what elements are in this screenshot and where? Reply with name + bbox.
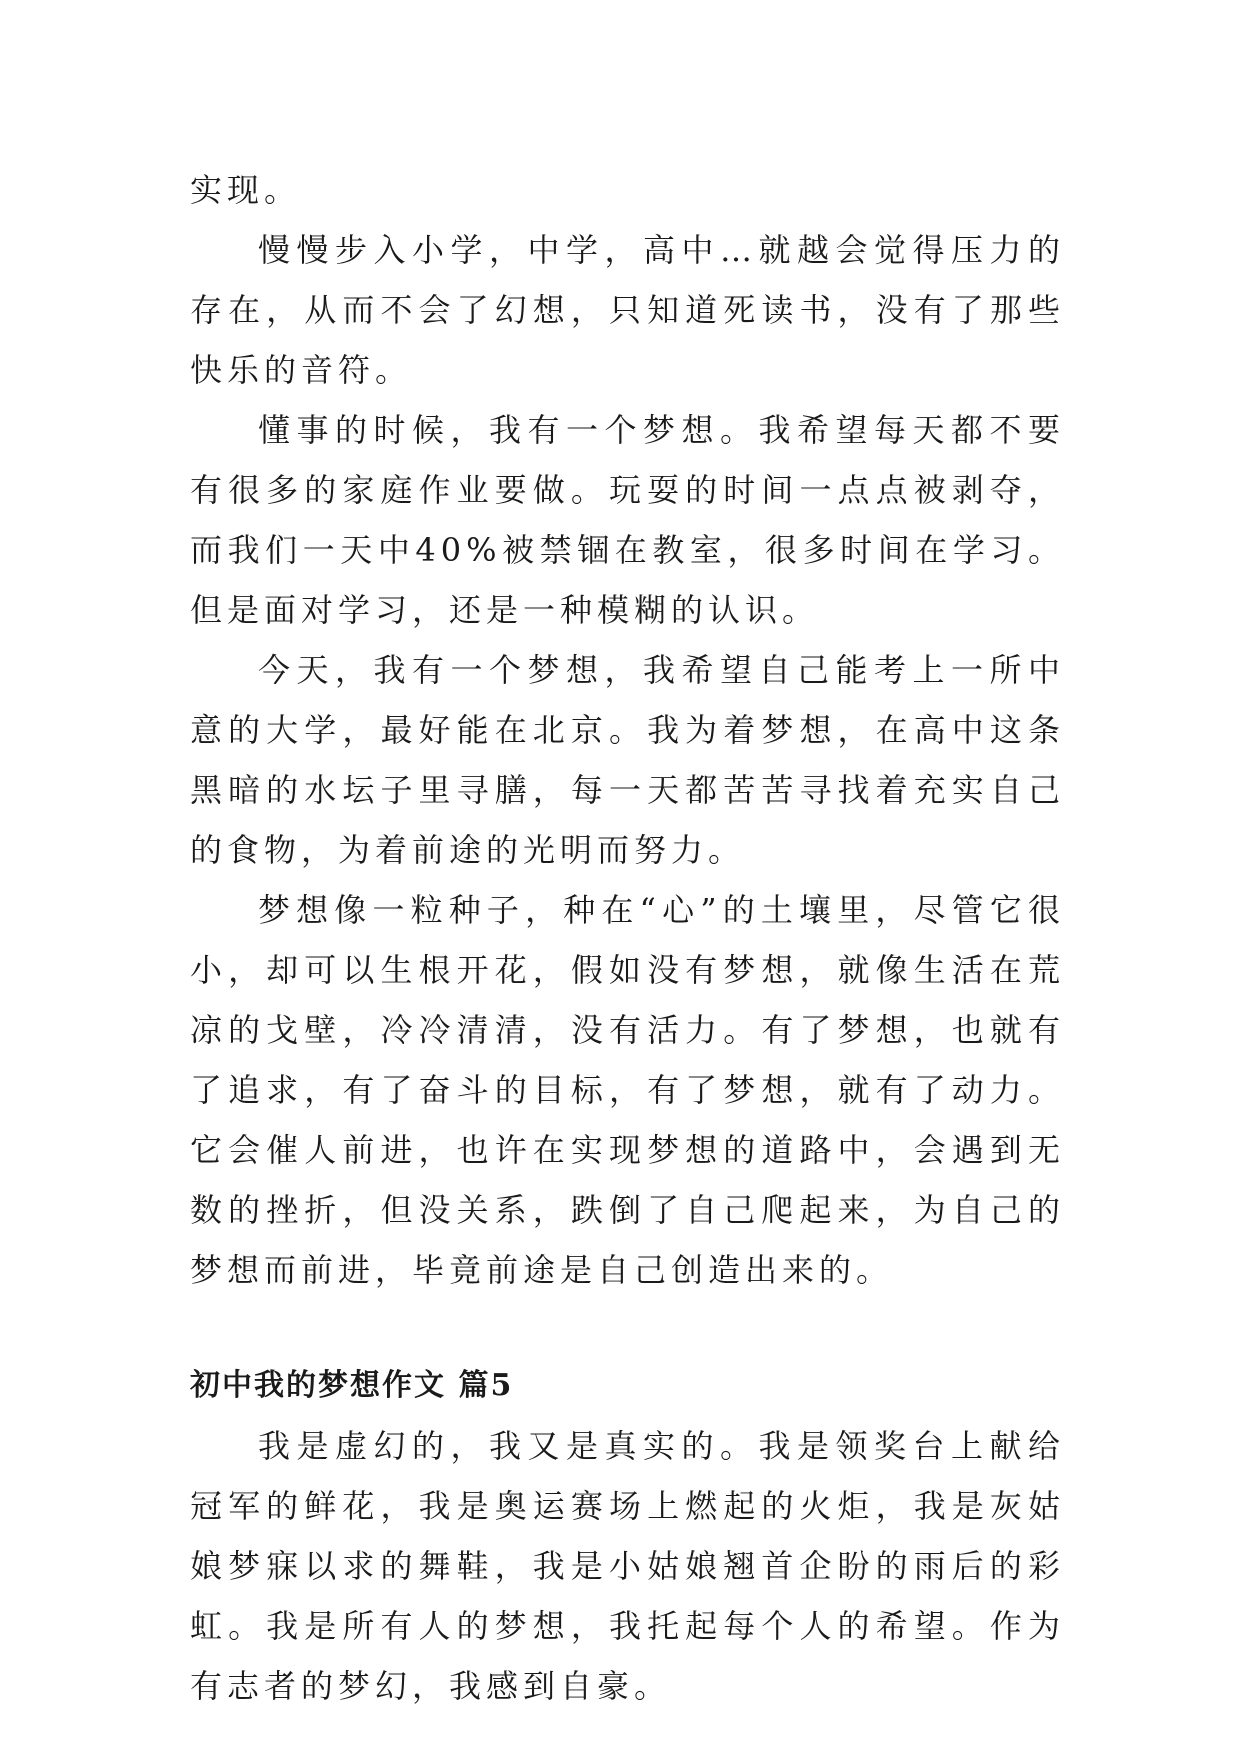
document-body — [190, 160, 1065, 1716]
section-heading: 初中我的梦想作文 篇5 — [190, 1368, 514, 1403]
paragraph-4: 今天，我有一个梦想，我希望自己能考上一所中意的大学，最好能在北京。我为着梦想，在高中这条黑暗的水坛子里寻膳，每一天都苦苦寻找着充实自己的食物，为着前途的光明而努力。 — [190, 651, 1065, 869]
paragraph-5: 梦想像一粒种子，种在“心”的土壤里，尽管它很小，却可以生根开花，假如没有梦想，就像生活在荒凉的戈壁，冷冷清清，没有活力。有了梦想，也就有了追求，有了奋斗的目标，有了梦想，就有了动力。它会催人前进，也许在实现梦想的道路中，会遇到无数的挫折，但没关系，跌倒了自己爬起来，为自己的梦想而前进，毕竟前途是自己创造出来的。 — [190, 891, 1065, 1289]
paragraph-1: 实现。 — [190, 171, 302, 209]
paragraph-6: 我是虚幻的，我又是真实的。我是领奖台上献给冠军的鲜花，我是奥运赛场上燃起的火炬，我是灰姑娘梦寐以求的舞鞋，我是小姑娘翘首企盼的雨后的彩虹。我是所有人的梦想，我托起每个人的希望。作为有志者的梦幻，我感到自豪。 — [190, 1427, 1065, 1705]
paragraph-2: 慢慢步入小学，中学，高中…就越会觉得压力的存在，从而不会了幻想，只知道死读书，没有了那些快乐的音符。 — [190, 231, 1065, 389]
paragraph-3: 懂事的时候，我有一个梦想。我希望每天都不要有很多的家庭作业要做。玩耍的时间一点点被剥夺，而我们一天中40%被禁锢在教室，很多时间在学习。但是面对学习，还是一种模糊的认识。 — [190, 411, 1065, 629]
